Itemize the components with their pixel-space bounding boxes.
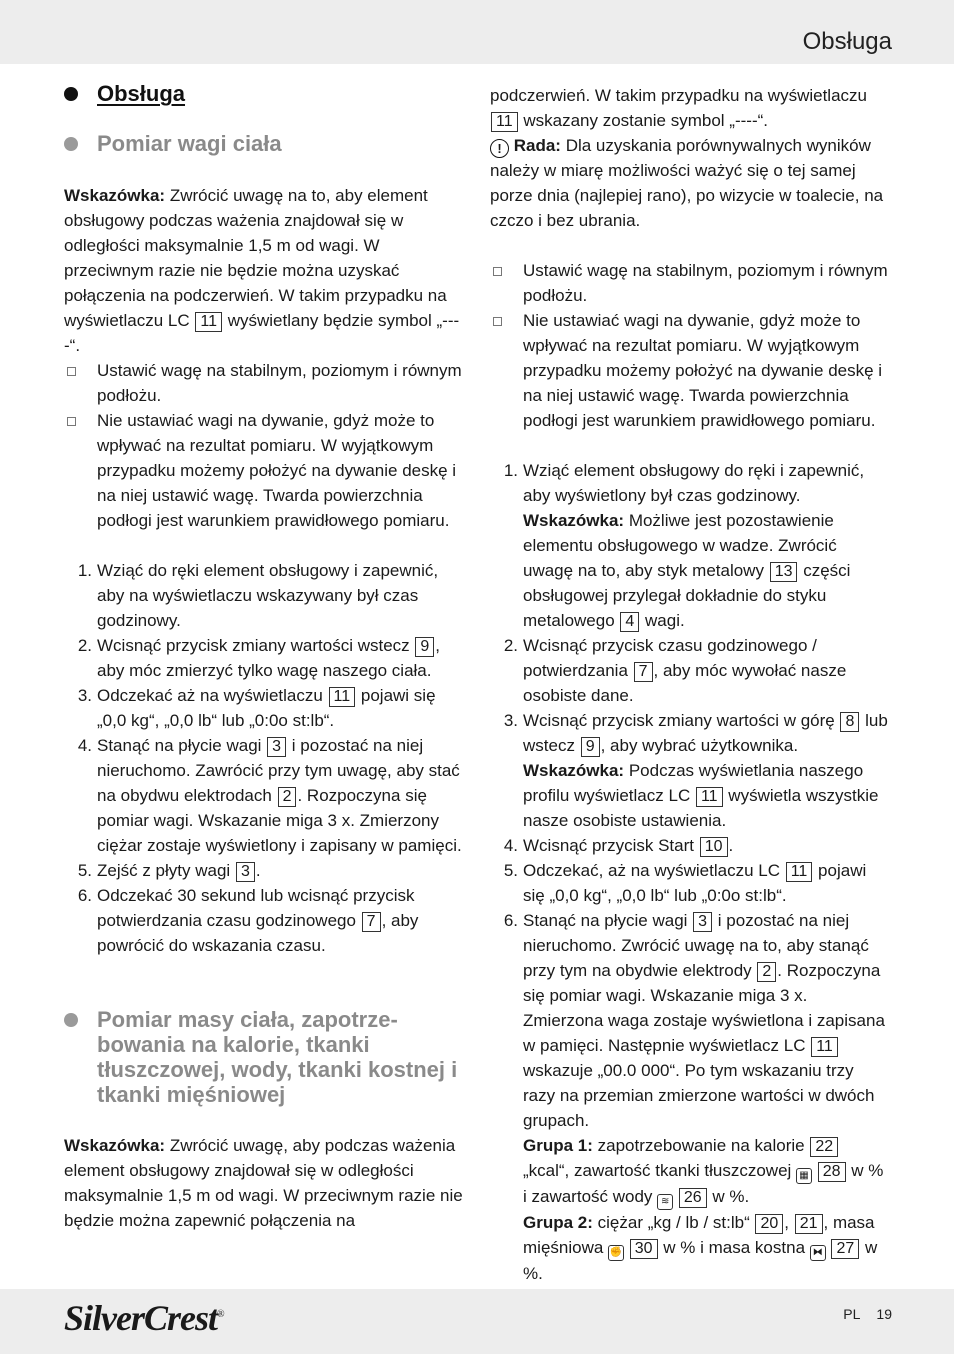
brand-logo: SilverCrest® <box>64 1298 224 1338</box>
ref-box: 13 <box>770 562 798 582</box>
subsection-heading-body-composition: Pomiar masy ciała, zapotrze-bowania na kalorie, tkanki tłuszczowej, wody, tkanki kostnej i tkanki mięśniowej <box>64 1007 464 1107</box>
ref-box: 20 <box>755 1214 783 1234</box>
ref-box: 21 <box>795 1214 823 1234</box>
ref-box: 28 <box>818 1162 846 1182</box>
note-paragraph: Wskazówka: Zwrócić uwagę, aby podczas ważenia element obsługowy znajdował się w odległości maksymalnie 1,5 m od wagi. W przeciwnym razie nie będzie można zapewnić połączenia na <box>64 1136 463 1230</box>
warning-icon: ! <box>490 139 509 158</box>
page-number: 19 <box>876 1306 892 1322</box>
square-bullet-icon <box>493 317 502 326</box>
page-title: Obsługa <box>802 28 892 55</box>
steps-list <box>490 458 890 1286</box>
ref-box: 10 <box>700 837 728 857</box>
bullet-list <box>64 358 464 533</box>
ref-box: 11 <box>696 787 723 807</box>
list-item: 5. Zejść z płyty wagi 3 . <box>77 861 261 880</box>
list-item: 4. Stanąć na płycie wagi 3 i pozostać na niej nieruchomo. Zawrócić przy tym uwagę, aby stać na obydwu elektrodach 2 . Rozpoczyna się pomiar wagi. Wskazanie miga 3 x. Zmierzony ciężar zostaje wyświetlony i zapisany w pamięci. <box>77 736 462 855</box>
bone-icon: ⧓ <box>810 1245 826 1261</box>
muscle-icon: ✊ <box>608 1245 624 1261</box>
list-item: 5. Odczekać, aż na wyświetlaczu LC 11 pojawi się „0,0 kg“, „0,0 lb“ lub „0:0o st:lb“. <box>503 861 867 905</box>
ref-box: 9 <box>581 737 600 757</box>
ref-box: 8 <box>840 712 859 732</box>
list-item: 1. Wziąć element obsługowy do ręki i zapewnić, aby wyświetlony był czas godzinowy. Wskazówka: Możliwe jest pozostawienie elementu obsługowego w wadze. Zwrócić uwagę na to, aby styk metalowy 13 części obsługowej przylegał dokładnie do styku metalowego 4 wagi. <box>503 461 865 630</box>
language-code: PL <box>843 1306 861 1322</box>
square-bullet-icon <box>67 367 76 376</box>
header-bar <box>0 0 954 64</box>
ref-box: 27 <box>831 1239 859 1259</box>
ref-box: 3 <box>236 862 255 882</box>
ref-box: 2 <box>278 787 297 807</box>
list-item: Nie ustawiać wagi na dywanie, gdyż może to wpływać na rezultat pomiaru. W wyjątkowym przypadku możemy położyć na dywanie deskę i na niej ustawić wagę. Twarda powierzchnia podłogi jest warunkiem prawidłowego pomiaru. <box>490 308 890 433</box>
ref-box: 3 <box>693 912 712 932</box>
ref-box: 3 <box>267 737 286 757</box>
ref-box: 11 <box>329 687 356 707</box>
list-item: 6. Odczekać 30 sekund lub wcisnąć przycisk potwierdzania czasu godzinowego 7 , aby powrócić do wskazania czasu. <box>77 886 419 955</box>
continued-paragraph: podczerwień. W takim przypadku na wyświetlaczu 11 wskazany zostanie symbol „----“. ! Rada: Dla uzyskania porównywalnych wyników należy w miarę możliwości ważyć się o tej samej porze dnia (najlepiej rano), po wizycie w toalecie, na czczo i bez ubrania. <box>490 86 884 230</box>
ref-box: 11 <box>811 1037 838 1057</box>
ref-box: 7 <box>634 662 653 682</box>
list-item: 3. Wcisnąć przycisk zmiany wartości w górę 8 lub wstecz 9 , aby wybrać użytkownika. Wskazówka: Podczas wyświetlania naszego profilu wyświetlacz LC 11 wyświetla wszystkie nasze osobiste ustawienia. <box>503 711 888 830</box>
square-bullet-icon <box>493 267 502 276</box>
list-item: 3. Odczekać aż na wyświetlaczu 11 pojawi się „0,0 kg“, „0,0 lb“ lub „0:0o st:lb“. <box>77 686 436 730</box>
subsection-heading-body-weight: Pomiar wagi ciała <box>64 131 282 156</box>
list-item: 4. Wcisnąć przycisk Start 10 . <box>503 836 734 855</box>
ref-box: 7 <box>362 912 381 932</box>
ref-box: 2 <box>757 962 776 982</box>
ref-box: 11 <box>786 862 813 882</box>
note-paragraph: Wskazówka: Zwrócić uwagę na to, aby element obsługowy podczas ważenia znajdował się w odległości maksymalnie 1,5 m od wagi. W przeciwnym razie nie będzie można uzyskać połączenia na podczerwień. W takim przypadku na wyświetlaczu LC 11 wyświetlany będzie symbol „----“. <box>64 186 460 355</box>
ref-box: 30 <box>630 1239 658 1259</box>
bullet-dot-icon <box>64 1013 78 1027</box>
ref-box: 22 <box>810 1137 838 1157</box>
ref-box: 11 <box>195 312 222 332</box>
list-item: 1. Wziąć do ręki element obsługowy i zapewnić, aby na wyświetlaczu wskazywany był czas godzinowy. <box>77 561 439 630</box>
list-item: Ustawić wagę na stabilnym, poziomym i równym podłożu. <box>490 258 890 308</box>
list-item: 2. Wcisnąć przycisk czasu godzinowego / potwierdzania 7 , aby móc wywołać nasze osobiste dane. <box>503 636 847 705</box>
ref-box: 4 <box>620 612 639 632</box>
bullet-dot-icon <box>64 87 78 101</box>
ref-box: 9 <box>415 637 434 657</box>
list-item: 2. Wcisnąć przycisk zmiany wartości wstecz 9 , aby móc zmierzyć tylko wagę naszego ciała. <box>77 636 441 680</box>
fat-icon: ▦ <box>796 1168 812 1184</box>
bullet-dot-icon <box>64 137 78 151</box>
list-item: Nie ustawiać wagi na dywanie, gdyż może to wpływać na rezultat pomiaru. W wyjątkowym przypadku możemy położyć na dywanie deskę i na niej ustawić wagę. Twarda powierzchnia podłogi jest warunkiem prawidłowego pomiaru. <box>64 408 464 533</box>
bullet-list <box>490 258 890 433</box>
ref-box: 11 <box>491 112 518 132</box>
steps-list <box>64 558 464 958</box>
water-icon: ≋ <box>657 1194 673 1210</box>
ref-box: 26 <box>679 1188 707 1208</box>
list-item: 6. Stanąć na płycie wagi 3 i pozostać na niej nieruchomo. Zwrócić uwagę na to, aby stanąć przy tym na obydwie elektrody 2 . Rozpoczyna się pomiar wagi. Wskazanie miga 3 x. Zmierzona waga zostaje wyświetlona i zapisana w pamięci. Następnie wyświetlacz LC 11 wskazuje „00.0 000“. Po tym wskazaniu trzy razy na przemian zmierzone wartości w dwóch grupach. Grupa 1: zapotrzebowanie na kalorie 22 „kcal“, zawartość tkanki tłuszczowej ▦ 28 w % i zawartość wody ≋ 26 w %. Grupa 2: ciężar „kg / lb / st:lb“ 20 , 21 , masa mięśniowa ✊ 30 w % i masa kostna ⧓ 27 w %. <box>503 911 885 1283</box>
page-info <box>827 1306 892 1322</box>
square-bullet-icon <box>67 417 76 426</box>
list-item: Ustawić wagę na stabilnym, poziomym i równym podłożu. <box>64 358 464 408</box>
section-heading: Obsługa <box>64 80 185 108</box>
